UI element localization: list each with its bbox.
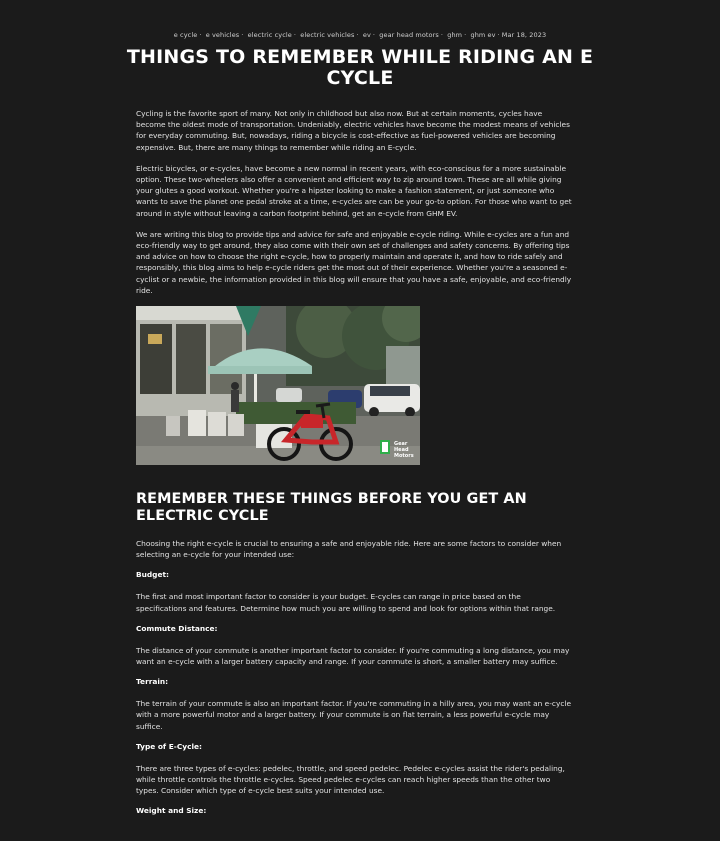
- tag-link[interactable]: e cycle: [173, 31, 198, 39]
- post-body: [136, 108, 572, 827]
- post-image: [136, 306, 420, 465]
- post-date: Mar 18, 2023: [501, 31, 547, 39]
- intro-paragraph: Electric bicycles, or e-cycles, have become a new normal in recent years, with eco-conscious for a more sustainable option. These two-wheelers also offer a convenient and efficient way to zip around town. These are all while giving your glutes a good workout. Whether you're a hipster looking to make a fashion statement, or just someone who wants to save the planet one pedal stroke at a time, e-cycles are can be your go-to option. For those who want to get around in style without leaving a carbon footprint behind, get an e-cycle from GHM EV.: [136, 163, 572, 218]
- logo-text-line1: Gear: [394, 441, 408, 448]
- factor-text: There are three types of e-cycles: pedelec, throttle, and speed pedelec. Pedelec e-cycles assist the rider's pedaling, while throttle controls the throttle e-cycles. Speed pedelec e-cycles can reach higher speeds than the other two types. Consider which type of e-cycle best suits your intended use.: [136, 763, 565, 796]
- tag-link[interactable]: electric vehicles: [300, 31, 355, 39]
- tag-link[interactable]: electric cycle: [247, 31, 292, 39]
- factor-text: The first and most important factor to consider is your budget. E-cycles can range in price based on the specifications and features. Determine how much you are willing to spend and look for options within that range.: [136, 592, 556, 613]
- logo-text-line3: Motors: [394, 453, 414, 460]
- tag-link[interactable]: ghm: [447, 31, 463, 39]
- tag-link[interactable]: ev: [362, 31, 371, 39]
- factor-heading: Terrain:: [136, 677, 169, 687]
- section-heading: REMEMBER THESE THINGS BEFORE YOU GET AN ELECTRIC CYCLE: [136, 491, 527, 525]
- tag-link[interactable]: ghm ev: [470, 31, 496, 39]
- tag-link[interactable]: e vehicles: [205, 31, 240, 39]
- intro-paragraph: We are writing this blog to provide tips and advice for safe and enjoyable e-cycle riding. While e-cycles are a fun and eco-friendly way to get around, they also come with their own set of challenges and safety concerns. By offering tips and advice on how to choose the right e-cycle, how to properly maintain and operate it, and how to ride safely and responsibly, this blog aims to help e-cycle riders get the most out of their experience. Whether you're a seasoned e-cyclist or a newbie, the information provided in this blog will ensure that you have a safe, enjoyable, and eco-friendly ride.: [136, 229, 572, 295]
- intro-paragraph: Cycling is the favorite sport of many. Not only in childhood but also now. But at certain moments, cycles have become the oldest mode of transportation. Undeniably, electric vehicles have become the modest means of vehicles for everyday commuting. But, nowadays, riding a bicycle is cost-effective as fuel-powered vehicles are becoming expensive. But, there are many things to remember while riding an E-cycle.: [136, 109, 570, 152]
- factor-heading: Type of E-Cycle:: [136, 741, 202, 751]
- section-intro: Choosing the right e-cycle is crucial to ensuring a safe and enjoyable ride. Here are some factors to consider when selecting an e-cycle for your intended use:: [136, 539, 562, 560]
- logo-text-line2: Head: [394, 447, 409, 454]
- bike-cafe-photo: [136, 306, 420, 465]
- factor-heading: Weight and Size:: [136, 806, 207, 816]
- tag-link[interactable]: gear head motors: [379, 31, 439, 39]
- factor-heading: Budget:: [136, 570, 169, 580]
- factor-text: The distance of your commute is another important factor to consider. If you're commuting a long distance, you may want an e-cycle with a larger battery capacity and range. If your commute is short, a smaller battery may suffice.: [136, 645, 570, 667]
- factor-text: The terrain of your commute is also an important factor. If you're commuting in a hilly area, you may want an e-cycle with a more powerful motor and a larger battery. If your commute is on flat terrain, a less powerful e-cycle may suffice.: [136, 699, 571, 731]
- post-title: THINGS TO REMEMBER WHILE RIDING AN E CYCLE: [126, 46, 594, 89]
- factor-heading: Commute Distance:: [136, 623, 218, 633]
- post-meta: e cycle · e vehicles · electric cycle · electric vehicles · ev · gear head motors · ghm · ghm ev · Mar 18, 2023: [173, 31, 547, 39]
